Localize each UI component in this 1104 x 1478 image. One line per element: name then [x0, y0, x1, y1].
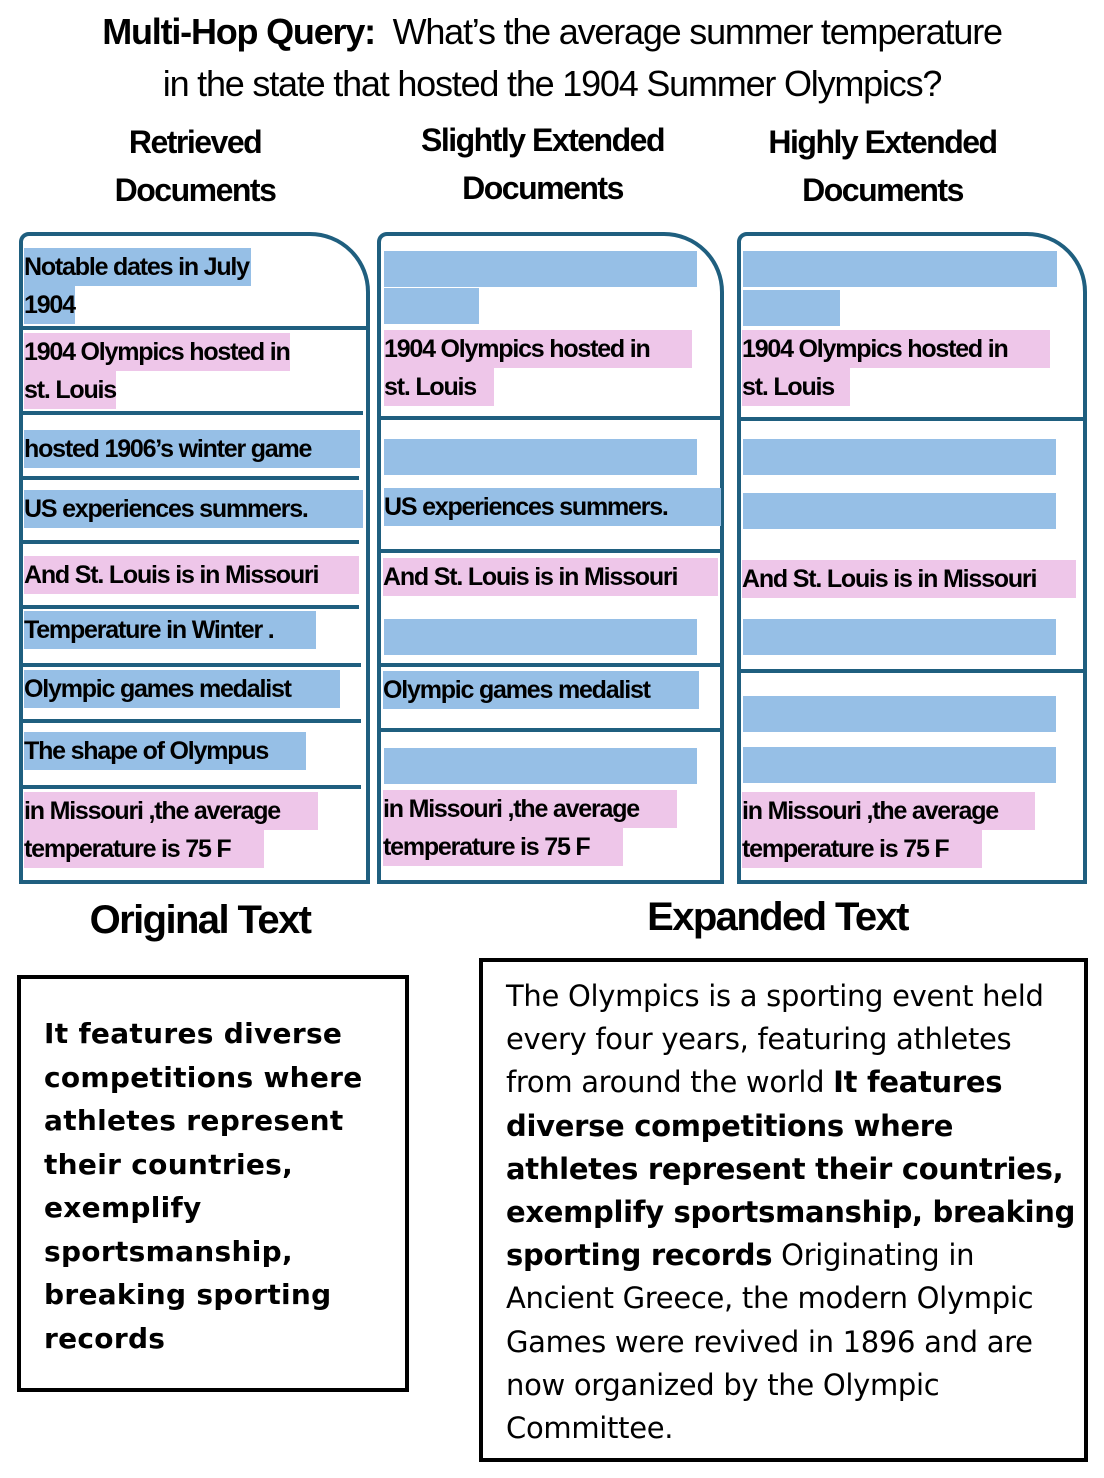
text-run: Committee. [506, 1411, 674, 1446]
query-line-2: in the state that hosted the 1904 Summer Olympics? [162, 63, 942, 104]
document-text: 1904 Olympics hosted in [24, 333, 290, 371]
extended-context-bar [743, 493, 1056, 529]
document-text: in Missouri ,the average [24, 792, 318, 830]
text-line: their countries, [44, 1147, 294, 1181]
document-irrelevant [24, 670, 340, 708]
document-divider [23, 719, 361, 723]
extended-context-bar [384, 439, 697, 475]
column-header-line: Slightly Extended [421, 122, 664, 158]
column-header-line: Documents [802, 172, 963, 208]
text-run-bold: sporting records [506, 1238, 773, 1273]
document-irrelevant [24, 490, 363, 528]
document-relevant [24, 556, 359, 594]
document-irrelevant [24, 611, 316, 649]
text-line [506, 1018, 1075, 1061]
document-divider [23, 540, 359, 544]
text-line [506, 1105, 1075, 1148]
text-line: exemplify [44, 1191, 202, 1224]
text-line: It features diverse [44, 1017, 343, 1050]
text-run: now organized by the Olympic [506, 1367, 940, 1402]
extended-context-bar [743, 619, 1056, 655]
text-line: records [44, 1321, 166, 1355]
query-line-1 [0, 6, 1104, 58]
document-divider [23, 476, 359, 480]
text-line: athletes represent [44, 1104, 344, 1137]
document-divider [23, 411, 363, 415]
document-divider [23, 326, 367, 330]
document-divider [381, 728, 720, 732]
document-divider [741, 417, 1083, 421]
text-line [506, 1277, 1075, 1320]
document-irrelevant [384, 488, 721, 526]
column-header-line: Documents [462, 170, 623, 206]
document-irrelevant [24, 732, 306, 770]
document-divider [23, 785, 361, 789]
document-text: st. Louis [384, 368, 494, 406]
document-text: And St. Louis is in Missouri [24, 556, 359, 594]
extended-context-bar [384, 288, 479, 324]
text-run-bold: It features [833, 1065, 1003, 1100]
column-header-line: Highly Extended [768, 124, 997, 160]
query-text-1: What’s the average summer temperature [392, 11, 1002, 52]
document-relevant [742, 330, 1050, 406]
document-relevant [742, 792, 1035, 868]
document-irrelevant [24, 248, 251, 324]
query-label: Multi-Hop Query: [102, 11, 375, 52]
document-text: temperature is 75 F [383, 828, 623, 866]
text-run: The Olympics is a sporting event held [506, 979, 1044, 1013]
extended-context-bar [743, 251, 1057, 287]
document-text: Temperature in Winter . [24, 611, 316, 649]
original-text-body [44, 1012, 363, 1360]
column-header-highly-extended [745, 118, 1020, 214]
document-text: 1904 Olympics hosted in [742, 330, 1050, 368]
text-run: Ancient Greece, the modern Olympic [506, 1281, 1034, 1316]
expanded-text-body [506, 975, 1075, 1450]
text-run-bold: athletes represent their countries, [506, 1151, 1064, 1186]
text-run: from around the world [506, 1065, 834, 1100]
document-text: Notable dates in July [24, 248, 251, 286]
text-line: competitions where [44, 1060, 363, 1094]
document-text: st. Louis [24, 371, 116, 409]
text-line [506, 1191, 1075, 1234]
text-line: sportsmanship, [44, 1234, 293, 1268]
text-run: Originating in [772, 1238, 975, 1273]
document-text: in Missouri ,the average [383, 790, 677, 828]
document-irrelevant [24, 430, 360, 468]
text-run: every four years, featuring athletes [506, 1022, 1012, 1057]
column-header-line: Retrieved [128, 124, 262, 160]
text-run: Games were revived in 1896 and are [506, 1324, 1033, 1359]
document-divider [381, 663, 720, 667]
document-relevant [24, 792, 318, 868]
document-text: 1904 [24, 286, 75, 324]
document-text: hosted 1906’s winter game [24, 430, 360, 468]
document-text: temperature is 75 F [24, 830, 264, 868]
document-text: The shape of Olympus [24, 732, 306, 770]
extended-context-bar [743, 747, 1056, 783]
document-text: 1904 Olympics hosted in [384, 330, 692, 368]
document-text: Olympic games medalist [383, 671, 699, 709]
text-run-bold: diverse competitions where [506, 1108, 954, 1143]
document-relevant [383, 558, 718, 596]
document-divider [381, 549, 720, 553]
document-relevant [384, 330, 692, 406]
original-text-heading: Original Text [89, 898, 311, 942]
document-text: US experiences summers. [24, 490, 363, 528]
document-text: And St. Louis is in Missouri [383, 558, 718, 596]
text-line [506, 1148, 1075, 1191]
text-run-bold: exemplify sportsmanship, breaking [506, 1195, 1076, 1230]
document-relevant [383, 790, 677, 866]
document-text: st. Louis [742, 368, 850, 406]
document-divider [381, 416, 720, 420]
original-text-box [17, 975, 409, 1392]
column-header-retrieved [60, 118, 330, 214]
expanded-text-heading: Expanded Text [647, 895, 908, 939]
text-line: breaking sporting [44, 1278, 332, 1311]
expanded-text-box [479, 958, 1088, 1462]
text-line [506, 1234, 1075, 1277]
text-line [506, 1407, 1075, 1450]
column-header-line: Documents [114, 172, 276, 208]
text-line [506, 1061, 1075, 1104]
extended-context-bar [384, 251, 697, 287]
document-divider [23, 663, 361, 667]
document-irrelevant [383, 671, 699, 709]
document-relevant [742, 560, 1076, 598]
text-line [506, 975, 1075, 1018]
extended-context-bar [743, 696, 1056, 732]
extended-context-bar [384, 619, 697, 655]
column-header-slightly-extended [400, 116, 685, 212]
extended-context-bar [384, 748, 697, 784]
text-line [506, 1364, 1075, 1407]
document-divider [23, 605, 359, 609]
document-text: And St. Louis is in Missouri [742, 560, 1076, 598]
text-line [506, 1321, 1075, 1364]
document-text: US experiences summers. [384, 488, 721, 526]
document-text: Olympic games medalist [24, 670, 340, 708]
extended-context-bar [743, 290, 840, 326]
extended-context-bar [743, 439, 1056, 475]
document-text: in Missouri ,the average [742, 792, 1035, 830]
document-divider [741, 669, 1083, 673]
document-text: temperature is 75 F [742, 830, 982, 868]
document-relevant [24, 333, 290, 409]
